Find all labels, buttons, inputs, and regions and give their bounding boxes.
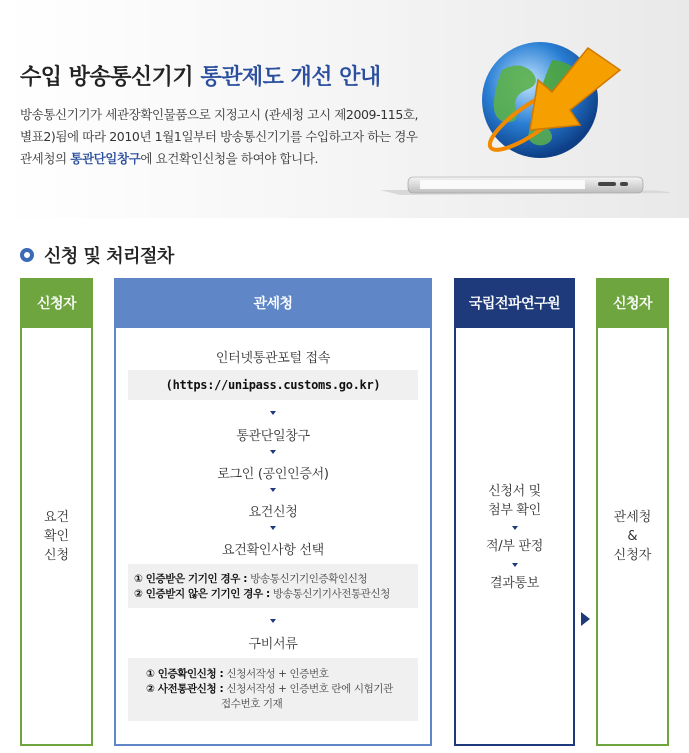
step-portal-access: 인터넷통관포털 접속: [215, 351, 331, 366]
down-arrow-icon: [512, 526, 518, 530]
documents-note: ① 인증확인신청 : 신청서작성 + 인증번호 ② 사전통관신청 : 신청서작성 + 인증번호 란에 시험기관 접수번호 기재: [128, 658, 418, 721]
down-arrow-icon: [270, 619, 276, 623]
step-select-item: 요건확인사항 선택: [222, 543, 324, 558]
customs-column: [114, 278, 432, 746]
radio-agency-column: [454, 278, 575, 746]
section-heading: [20, 243, 174, 267]
applicant-body: [20, 328, 93, 746]
radio-agency-header: 국립전파연구원: [454, 278, 575, 328]
step-document-check: 신청서 및 첨부 확인: [488, 484, 541, 518]
step-result-notice: 결과통보: [489, 576, 540, 591]
applicant-header: 신청자: [20, 278, 93, 328]
down-arrow-icon: [270, 450, 276, 454]
hero-banner: [0, 0, 689, 218]
customs-body: [114, 328, 432, 746]
step-login: 로그인 (공인인증서): [217, 467, 329, 482]
down-arrow-icon: [270, 411, 276, 415]
single-window-link: 통관단일창구: [70, 151, 141, 166]
page-title: 수입 방송통신기기 통관제도 개선 안내: [20, 65, 381, 90]
result-body: [596, 328, 669, 746]
customs-header: 관세청: [114, 278, 432, 328]
hero-description: 방송통신기기가 세관장확인물품으로 지정고시 (관세청 고시 제2009-115호, 별표2)됨에 따라 2010년 1월1일부터 방송통신기기를 수입하고자 하는 경우 관세청의 통관단일창구에 요건확인신청을 하여야 합니다.: [20, 107, 419, 166]
applicant-column: [20, 278, 93, 746]
result-header: 신청자: [596, 278, 669, 328]
down-arrow-icon: [512, 563, 518, 567]
down-arrow-icon: [270, 526, 276, 530]
right-arrow-icon: [581, 612, 590, 626]
globe-tablet-illustration: [380, 30, 680, 205]
certification-note: ① 인증받은 기기인 경우 : 방송통신기기인증확인신청 ② 인증받지 않은 기기인 경우 : 방송통신기기사전통관신청: [128, 564, 418, 608]
unipass-url[interactable]: (https://unipass.customs.go.kr): [128, 370, 418, 400]
result-column: [596, 278, 669, 746]
circle-bullet-icon: [20, 248, 34, 262]
section-title: 신청 및 처리절차: [44, 246, 174, 267]
result-recipients-label: 관세청 & 신청자: [613, 510, 652, 563]
down-arrow-icon: [270, 488, 276, 492]
step-documents: 구비서류: [248, 637, 298, 652]
requirement-request-label: 요건 확인 신청: [43, 510, 70, 563]
step-requirement-request: 요건신청: [248, 505, 298, 520]
radio-agency-body: [454, 328, 575, 746]
step-judgement: 적/부 판정: [486, 539, 543, 554]
step-single-window: 통관단일창구: [236, 429, 310, 444]
